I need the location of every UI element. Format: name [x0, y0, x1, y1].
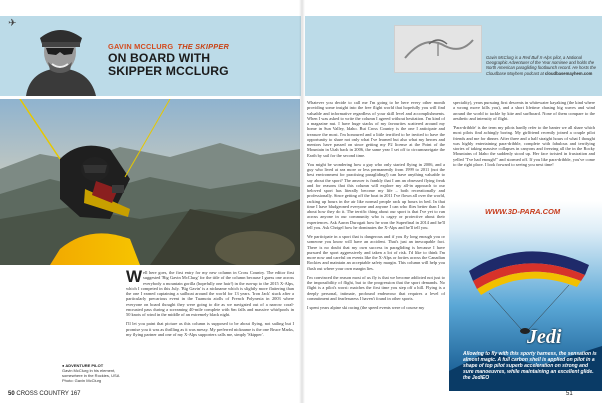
page-gutter	[299, 0, 305, 403]
article-paragraph: You might be wondering how a guy who only started flying in 2006, and a guy who lived at sea more or less permanently from 1999 to 2011 (not the best environment for practising paragliding!) can have anything valuable to say about the sport? The answer is frankly that I am an obsessed flying freak and for reasons that this column will explore my all-in approach to our beloved sport has literally become my life – both recreationally and professionally. Since getting off the boat in 2011 I've flown all over the world, racking up hours in the air like normal people rack up hours in bed. In that time I have bludgeoned everyone and anyone I can who flies better than I do about how they do it. The terrific thing about our sport is that I've yet to run across anyone in our community who is cagey or protective about their experiences. Ask Aaron Durogati how he won the Superfinal in 2014 and he'll tell you. Ask Chrigel how he dominates the X-Alps and he'll tell you.	[307, 161, 445, 230]
article-column-2	[307, 100, 445, 314]
article-paragraph: I'm convinced the reason most of us fly is that we become addicted not just to the impossibility of flight, but to the progression that the sport demands. No flight is a pilot's worst: matches the first time you step off a hill. Flying is a deeply personal, intimate, profound endeavour that requires a level of commitment and fearlessness I haven't found in other sports.	[307, 274, 445, 301]
author-portrait	[20, 18, 100, 96]
article-column-3	[453, 100, 595, 171]
ad-brand: Jedi	[527, 326, 562, 348]
caption-body: Gavin McClurg in his element, somewhere in the Rockies, USA	[62, 368, 120, 378]
article-paragraph: 'Para-dribble' is the term my pilots hardly refer to the banter we all share which most pilots find achingly boring. My girlfriend recently joined a couple pilot friends and me for dinner. After three and a half straight hours of what I thought was highly entertaining para-dribble, complete with fabulous and terrifying stories of taking massive collapses in canyons and freezing all the in the Rocky Mountains of Idaho the suddenly stood up. Her face twisted in frustration and yelled "I've had enough!" and stormed off. If you like para-dribble, you've come to the right place. I look forward to seeing you next time!	[453, 125, 595, 167]
ad-strapline: Allowing to fly with this sporty harness, the sensation is almost magic. A full carbon shell is applied on pilot in a shape of top pilot superb acceleration on strong and sure manoeuvres, while maintaining an excellent glide. the JediEO	[463, 351, 597, 381]
magazine-title: CROSS COUNTRY	[16, 391, 69, 397]
bio-url[interactable]: cloudbasemayhem.com	[544, 70, 593, 76]
article-paragraph: speciality), years pursuing first descents in whitewater kayaking (the kind where a wrong move kills you), and a short lifetime chasing big waves and wind around the world to tackle by kite and surfboard. None of them compare to the aesthetic and intensity of flight.	[453, 100, 595, 121]
byline-author: GAVIN MCCLURG	[108, 42, 174, 51]
article-paragraph: Whatever you decide to call me I'm going to be here every other month providing some insight into the free flight world that hopefully you will find valuable and informative regardless of your skill level and accomplishments. When I was asked to write the column I agreed without hesitation. I'm kind of a magazine nut. I have huge stacks of my favourites scattered around my home in Sun Valley, Idaho. But Cross Country is the one I anticipate and treasure the most. I'm honoured and a little terrified to be invited to have the opportunity to share not only what I've learned but also what my heroes and mentors have passed on since getting my P2 license at the Point of the Mountain in Utah back in 2006, the same year I set off to circumnavigate the Earth by sail for the second time.	[307, 100, 445, 158]
ad-url[interactable]: WWW.3D-PARA.COM	[485, 207, 561, 216]
caption-credit: Photo: Gavin McClurg	[62, 378, 102, 383]
article-paragraph-text: ell here goes, the first entry for my new column in Cross Country. The editor first suggested 'Big Gavin McClurg' for the title of the column because I guess one across everybody a mountain gorilla (hopefully one hair!) in the run-up to the 2015 X-Alps, which I competed in this July. 'Big Gavin' is a nickname which is slightly more flattering than the one I earned captaining a sailboat around the world for 13 years. 'Iron Jack' stuck after a particularly precarious event in the Tuamotu atolls of French Polynesia in 2003 where everyone on board thought they were going to die as we navigated out of a narrow coral-encrusted pass during a screaming 40-mile complete with 6m falls and massive whirlpools in 50 knots of wind in the middle of an extremely black night.	[126, 270, 294, 317]
footer-left	[8, 391, 81, 397]
article-paragraph	[126, 267, 294, 317]
headline-line2: SKIPPER MCCLURG	[108, 64, 229, 78]
issue-number: 167	[70, 391, 81, 397]
advertisement[interactable]	[449, 201, 602, 391]
caption-title-text: ADVENTURE PILOT	[65, 363, 104, 368]
bird-icon: ✈	[8, 18, 17, 29]
author-bio	[486, 55, 596, 76]
byline-role: THE SKIPPER	[177, 42, 230, 51]
headline-line1: ON BOARD WITH	[108, 51, 211, 65]
photo-caption	[62, 363, 122, 383]
article-paragraph: We participate in a sport that is dangerous and if you fly long enough you or someone you know will have an accident. That's just an inescapable fact. There is no doubt that my own success in paragliding is because I have pursued the sport aggressively and taken a lot of risk. I'd like to think I'm more now and careful on events like the X-Alps or forties across the Canadian Rockies and maintain an acceptable safety margin. This column will help you flush out where your own margin lies.	[307, 234, 445, 271]
headline	[108, 52, 298, 78]
page-number-right: 51	[566, 391, 573, 397]
article-paragraph: I'll let you paint that picture as this column is supposed to be about flying, not sailing but I promise you it was as thrilling as it was messy. My preferred nickname is the one Bruce Marks, my flying partner and one of my X-Alps supporters calls me, simply 'Skipper'.	[126, 321, 294, 337]
caption-title: ● ADVENTURE PILOT	[62, 363, 104, 368]
byline	[108, 42, 229, 51]
hero-photo	[0, 99, 300, 265]
article-column-1	[126, 267, 294, 341]
page-number-left: 50	[8, 391, 15, 397]
bio-text: Gavin McClurg is a Red Bull X-Alps pilot, a National Geographic Adventurer of the Year nominee and holds the North American paragliding footlaunch record. He hosts the Cloudbase Mayhem podcast at	[486, 55, 596, 76]
article-paragraph: I spent years alpine ski racing (the speed events were of course my	[307, 305, 425, 310]
drop-cap: W	[126, 267, 143, 286]
column-logo	[394, 25, 482, 73]
